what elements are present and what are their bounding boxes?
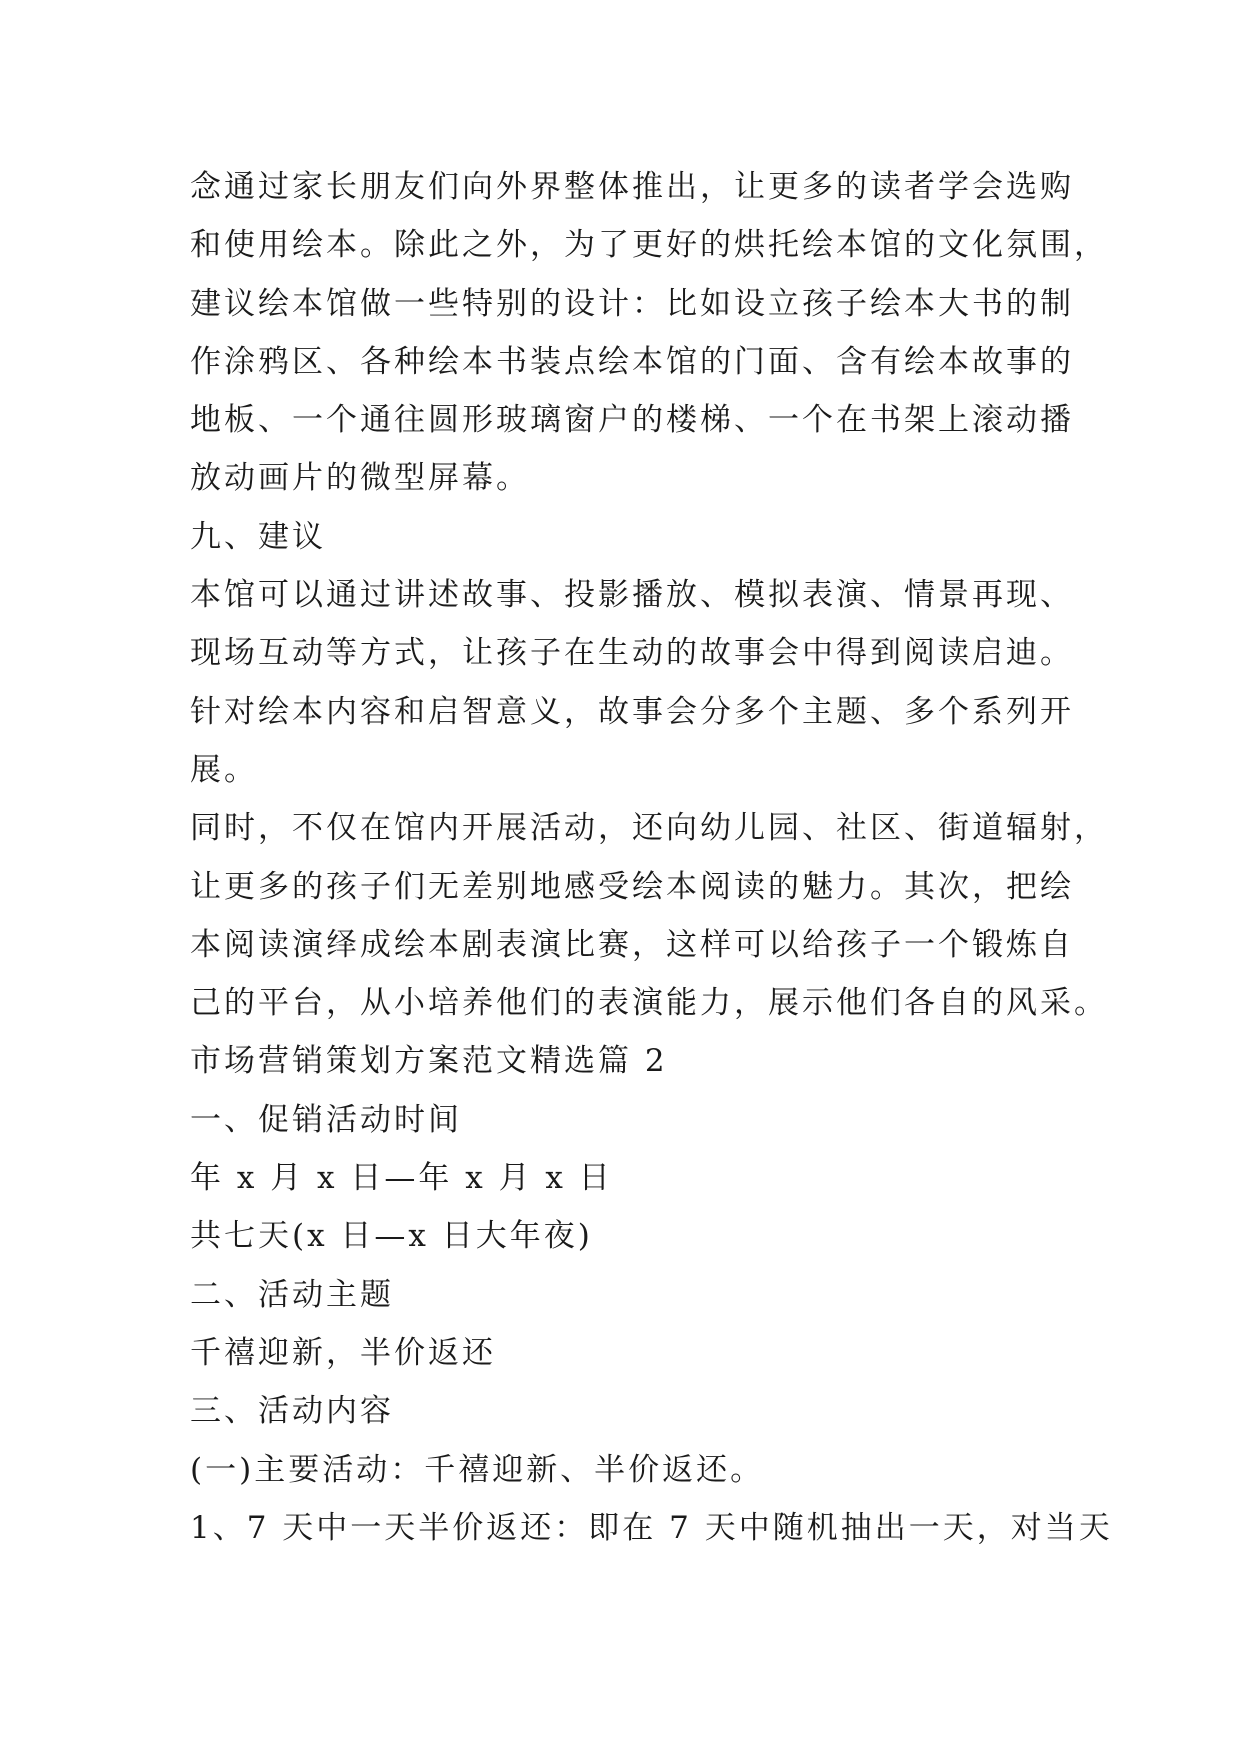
paragraph-line: 放动画片的微型屏幕。: [190, 460, 530, 497]
document-body: [190, 158, 1113, 1557]
paragraph-line: 作涂鸦区、各种绘本书装点绘本馆的门面、含有绘本故事的: [190, 343, 1074, 380]
paragraph-line: 千禧迎新，半价返还: [190, 1334, 496, 1371]
paragraph-line: 年 x 月 x 日—年 x 月 x 日: [190, 1160, 613, 1197]
paragraph-line: 己的平台，从小培养他们的表演能力，展示他们各自的风采。: [190, 985, 1108, 1022]
paragraph-line: 和使用绘本。除此之外，为了更好的烘托绘本馆的文化氛围，: [190, 227, 1108, 264]
paragraph-line: 本阅读演绎成绘本剧表演比赛，这样可以给孩子一个锻炼自: [190, 926, 1074, 963]
paragraph-line: (一)主要活动：千禧迎新、半价返还。: [190, 1451, 765, 1488]
paragraph-line: 展。: [190, 751, 258, 788]
paragraph-line: 念通过家长朋友们向外界整体推出，让更多的读者学会选购: [190, 169, 1074, 205]
section-heading: 一、促销活动时间: [190, 1101, 462, 1138]
paragraph-line: 共七天(x 日—x 日大年夜): [190, 1218, 593, 1255]
paragraph-line: 针对绘本内容和启智意义，故事会分多个主题、多个系列开: [190, 693, 1074, 730]
paragraph-line: 地板、一个通往圆形玻璃窗户的楼梯、一个在书架上滚动播: [190, 402, 1074, 439]
paragraph-line: 让更多的孩子们无差别地感受绘本阅读的魅力。其次，把绘: [190, 868, 1074, 905]
paragraph-line: 建议绘本馆做一些特别的设计：比如设立孩子绘本大书的制: [190, 285, 1074, 322]
paragraph-line: 本馆可以通过讲述故事、投影播放、模拟表演、情景再现、: [190, 577, 1074, 614]
document-title: 市场营销策划方案范文精选篇 2: [190, 1043, 668, 1080]
section-heading: 三、活动内容: [190, 1393, 394, 1430]
paragraph-line: 现场互动等方式，让孩子在生动的故事会中得到阅读启迪。: [190, 635, 1074, 672]
paragraph-line: 同时，不仅在馆内开展活动，还向幼儿园、社区、街道辐射，: [190, 810, 1108, 847]
section-heading: 九、建议: [190, 518, 326, 555]
paragraph-line: 1、7 天中一天半价返还：即在 7 天中随机抽出一天，对当天: [190, 1509, 1113, 1546]
section-heading: 二、活动主题: [190, 1276, 394, 1313]
